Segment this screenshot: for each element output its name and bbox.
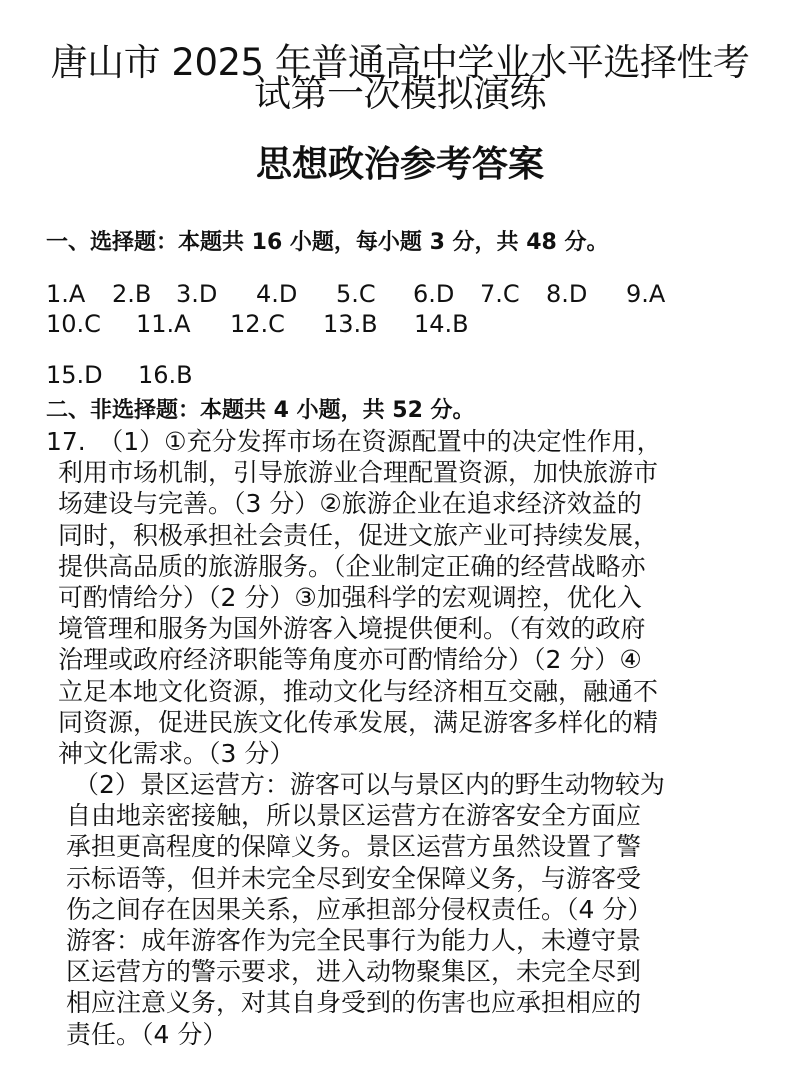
answer-item: 7.C bbox=[480, 280, 520, 308]
exam-title-line-2: 试第一次模拟演练 bbox=[254, 72, 546, 116]
q17-part2-answer bbox=[66, 769, 665, 1050]
text-line: 提供高品质的旅游服务。（企业制定正确的经营战略亦 bbox=[58, 551, 646, 581]
text-line: （2）景区运营方：游客可以与景区内的野生动物较为 bbox=[74, 770, 665, 799]
text-line: 同资源，促进民族文化传承发展，满足游客多样化的精 bbox=[58, 707, 659, 737]
text-line: 17. （1）①充分发挥市场在资源配置中的决定性作用， bbox=[46, 427, 662, 456]
section-1-heading: 一、选择题：本题共 16 小题，每小题 3 分，共 48 分。 bbox=[46, 230, 609, 255]
text-line: 治理或政府经济职能等角度亦可酌情给分）（2 分）④ bbox=[58, 645, 642, 675]
text-line: 相应注意义务，对其自身受到的伤害也应承担相应的 bbox=[66, 988, 642, 1018]
text-line: 责任。（4 分） bbox=[66, 1019, 228, 1049]
text-line: 利用市场机制，引导旅游业合理配置资源，加快旅游市 bbox=[58, 458, 659, 488]
answer-item: 9.A bbox=[626, 280, 666, 308]
answer-item: 4.D bbox=[256, 280, 298, 308]
text-line: 承担更高程度的保障义务。景区运营方虽然设置了警 bbox=[66, 832, 642, 862]
text-line: 同时，积极承担社会责任，促进文旅产业可持续发展， bbox=[58, 520, 659, 550]
exam-title-line-1: 唐山市 2025 年普通高中学业水平选择性考 bbox=[50, 41, 750, 84]
answer-item: 8.D bbox=[546, 280, 588, 308]
answer-item: 5.C bbox=[336, 280, 376, 308]
answer-item: 10.C bbox=[46, 310, 101, 338]
text-line: 可酌情给分）（2 分）③加强科学的宏观调控，优化入 bbox=[58, 582, 642, 612]
answer-item: 13.B bbox=[323, 310, 378, 338]
answer-item: 15.D bbox=[46, 361, 103, 389]
answer-item: 16.B bbox=[138, 361, 193, 389]
text-line: 区运营方的警示要求，进入动物聚集区，未完全尽到 bbox=[66, 957, 642, 987]
text-line: 伤之间存在因果关系，应承担部分侵权责任。（4 分） bbox=[66, 894, 653, 924]
section-2-heading: 二、非选择题：本题共 4 小题，共 52 分。 bbox=[46, 398, 475, 423]
answer-item: 1.A bbox=[46, 280, 86, 308]
answer-item: 14.B bbox=[414, 310, 469, 338]
answer-item: 11.A bbox=[136, 310, 191, 338]
answer-item: 2.B bbox=[112, 280, 152, 308]
answer-item: 6.D bbox=[413, 280, 455, 308]
text-line: 立足本地文化资源，推动文化与经济相互交融，融通不 bbox=[58, 676, 659, 706]
exam-title bbox=[30, 40, 770, 116]
text-line: 游客：成年游客作为完全民事行为能力人，未遵守景 bbox=[66, 925, 642, 955]
text-line: 示标语等，但并未完全尽到安全保障义务，与游客受 bbox=[66, 863, 642, 893]
answer-item: 12.C bbox=[230, 310, 285, 338]
q17-part1-answer bbox=[46, 426, 662, 769]
text-line: 自由地亲密接触，所以景区运营方在游客安全方面应 bbox=[66, 801, 642, 831]
text-line: 境管理和服务为国外游客入境提供便利。（有效的政府 bbox=[58, 614, 646, 644]
answer-item: 3.D bbox=[176, 280, 218, 308]
subject-title: 思想政治参考答案 bbox=[255, 144, 544, 185]
text-line: 神文化需求。（3 分） bbox=[58, 738, 295, 768]
text-line: 场建设与完善。（3 分）②旅游企业在追求经济效益的 bbox=[58, 489, 642, 519]
